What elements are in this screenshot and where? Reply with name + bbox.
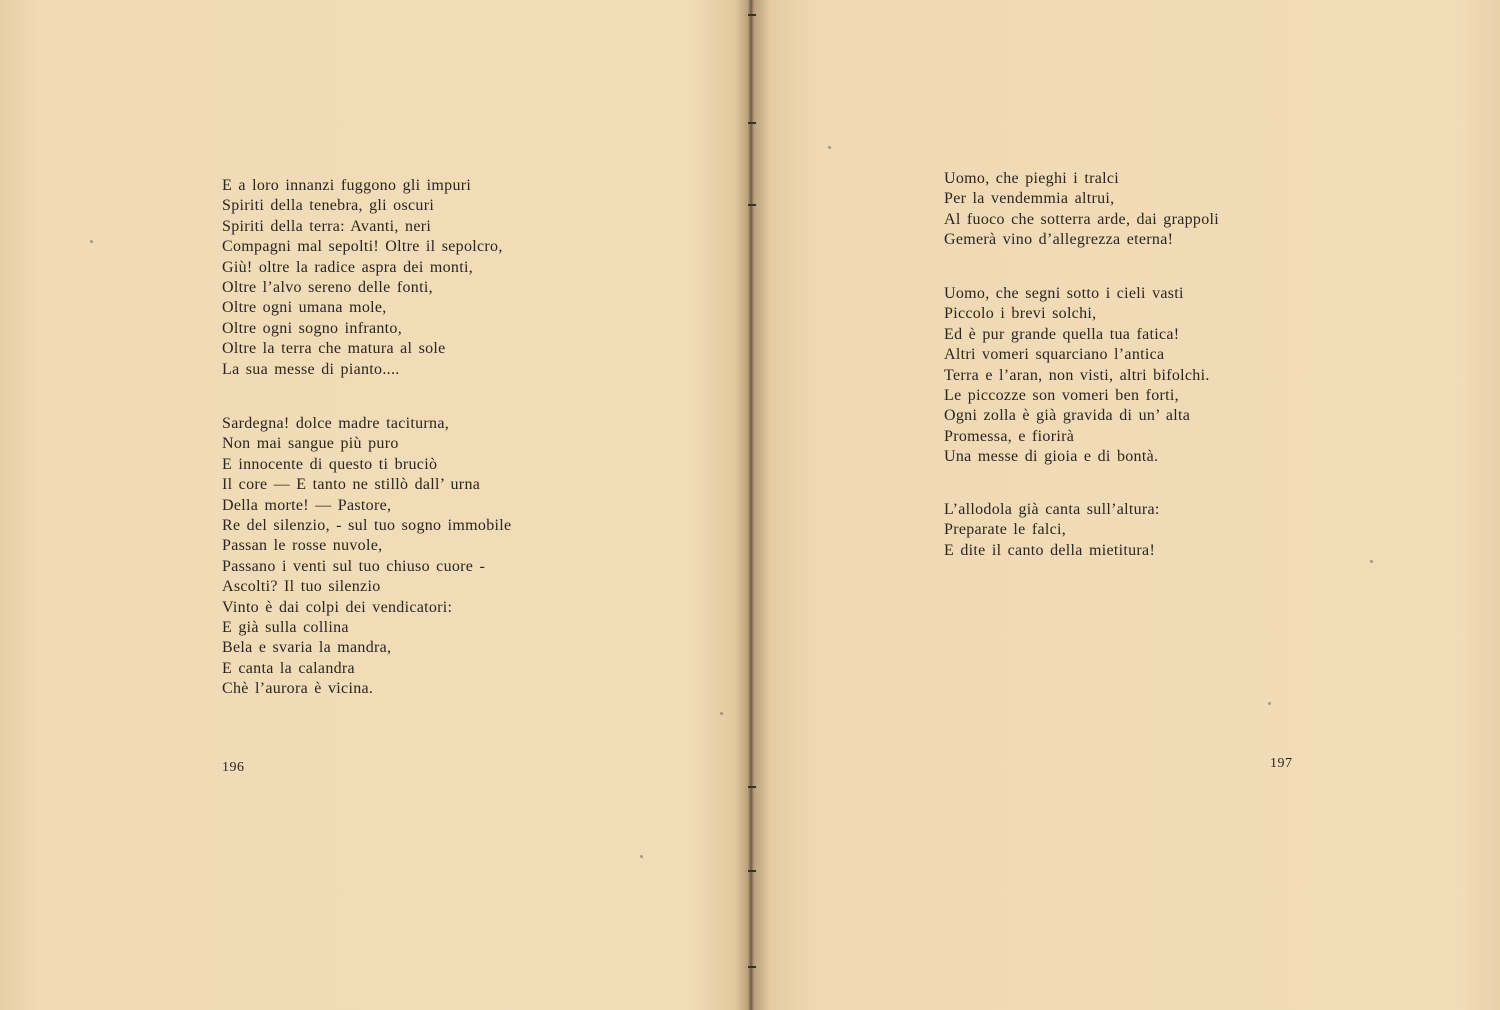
poem-stanza	[222, 176, 503, 380]
poem-line: E a loro innanzi fuggono gli impuri	[222, 177, 472, 194]
poem-line: E canta la calandra	[222, 659, 355, 677]
poem-line: Giù! oltre la radice aspra dei monti,	[222, 258, 474, 276]
poem-line: Della morte! — Pastore,	[222, 496, 392, 514]
poem-line: La sua messe di pianto....	[222, 360, 400, 378]
poem-line: Spiriti della terra: Avanti, neri	[222, 217, 432, 235]
page-number: 197	[1270, 756, 1293, 771]
poem-line: E dite il canto della mietitura!	[944, 541, 1156, 559]
poem-stanza	[944, 169, 1219, 251]
poem-line: Terra e l’aran, non visti, altri bifolchi.	[944, 366, 1210, 384]
poem-line: Le piccozze son vomeri ben forti,	[944, 386, 1179, 404]
poem-stanza	[222, 414, 511, 699]
paper-speck	[720, 712, 723, 715]
poem-line: E innocente di questo ti bruciò	[222, 455, 438, 473]
paper-speck	[1370, 560, 1373, 563]
poem-line: L’allodola già canta sull’altura:	[944, 501, 1160, 518]
poem-line: Uomo, che pieghi i tralci	[944, 170, 1120, 187]
poem-line: Il core — E tanto ne stillò dall’ urna	[222, 476, 481, 494]
poem-line: Gemerà vino d’allegrezza eterna!	[944, 231, 1174, 249]
poem-line: Oltre la terra che matura al sole	[222, 340, 446, 358]
poem-line: Uomo, che segni sotto i cieli vasti	[944, 285, 1184, 302]
poem-line: E già sulla collina	[222, 618, 349, 636]
paper-speck	[640, 855, 643, 858]
poem-stanza	[944, 500, 1160, 561]
poem-line: Compagni mal sepolti! Oltre il sepolcro,	[222, 238, 503, 256]
poem-line: Ogni zolla è già gravida di un’ alta	[944, 407, 1191, 425]
poem-line: Per la vendemmia altrui,	[944, 190, 1115, 208]
poem-line: Chè l’aurora è vicina.	[222, 680, 374, 698]
poem-line: Ascolti? Il tuo silenzio	[222, 578, 381, 596]
poem-line: Bela e svaria la mandra,	[222, 639, 392, 657]
poem-line: Promessa, e fiorirà	[944, 427, 1075, 445]
poem-line: Al fuoco che sotterra arde, dai grappoli	[944, 210, 1220, 228]
right-page	[750, 0, 1500, 1010]
page-number: 196	[222, 760, 245, 775]
poem-line: Oltre ogni umana mole,	[222, 299, 387, 317]
poem-line: Oltre ogni sogno infranto,	[222, 319, 402, 337]
poem-line: Non mai sangue più puro	[222, 435, 399, 453]
paper-speck	[1268, 702, 1271, 705]
poem-line: Oltre l’alvo sereno delle fonti,	[222, 278, 433, 296]
poem-line: Spiriti della tenebra, gli oscuri	[222, 197, 435, 215]
poem-line: Piccolo i brevi solchi,	[944, 305, 1097, 323]
poem-line: Preparate le falci,	[944, 521, 1067, 539]
poem-line: Altri vomeri squarciano l’antica	[944, 346, 1165, 364]
poem-line: Passan le rosse nuvole,	[222, 537, 383, 555]
poem-line: Una messe di gioia e di bontà.	[944, 448, 1159, 466]
poem-line: Vinto è dai colpi dei vendicatori:	[222, 598, 453, 616]
poem-line: Sardegna! dolce madre taciturna,	[222, 415, 450, 432]
paper-speck	[90, 240, 93, 243]
poem-line: Ed è pur grande quella tua fatica!	[944, 325, 1180, 343]
paper-speck	[828, 146, 831, 149]
poem-stanza	[944, 284, 1210, 468]
poem-line: Passano i venti sul tuo chiuso cuore -	[222, 557, 486, 575]
poem-line: Re del silenzio, - sul tuo sogno immobile	[222, 516, 512, 534]
